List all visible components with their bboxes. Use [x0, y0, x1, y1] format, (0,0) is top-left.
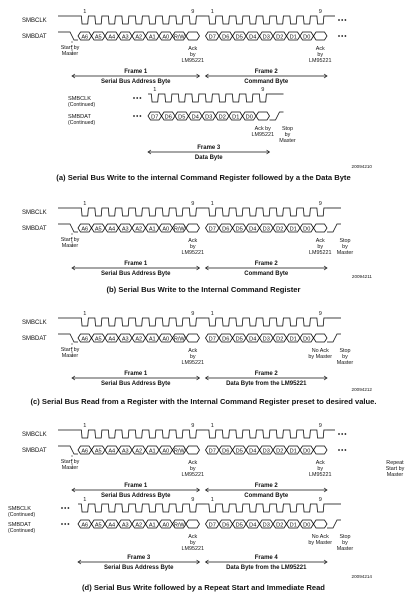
data-bit-label: R/W: [173, 336, 185, 343]
smbclk-label: SMBCLK: [22, 432, 47, 438]
frame-label-3: Frame 3: [127, 555, 151, 561]
data-bit-label: D2: [276, 522, 284, 529]
smbdat-frame1: [186, 224, 200, 232]
caption-d: (d) Serial Bus Write followed by a Repeat Start and Immediate Read: [82, 583, 325, 592]
smbdat-continued-label: SMBDAT: [8, 522, 31, 528]
smbclk-frame1: [78, 318, 200, 326]
data-bit-label: A1: [148, 336, 156, 343]
frame-label-2: Frame 2: [254, 483, 278, 489]
clock-tick-1: 1: [153, 87, 157, 93]
clock-tick-1: 1: [83, 9, 87, 15]
data-bit-label: D3: [262, 34, 270, 41]
clock-tick-1: 1: [83, 497, 87, 503]
data-bit-label: A2: [135, 226, 143, 233]
stop-by-master-label: Master: [336, 360, 354, 366]
continuation-dots: [133, 115, 135, 117]
stop-by-master-label: Stop: [339, 238, 351, 244]
data-bit-label: A4: [108, 34, 116, 41]
data-bit-label: A5: [94, 226, 102, 233]
frame-label-1: Serial Bus Address Byte: [101, 493, 171, 499]
clock-tick-9: 9: [191, 423, 195, 429]
smbdat-frame3: [186, 520, 200, 528]
clock-tick-9: 9: [191, 201, 195, 207]
ack-label-1: LM95221: [181, 58, 204, 64]
frame-label-1: Serial Bus Address Byte: [101, 271, 171, 277]
stop-by-master-label: Stop: [281, 126, 294, 132]
data-bit-label: D4: [249, 226, 257, 233]
smbclk-label: SMBCLK: [22, 18, 47, 24]
data-bit-label: A4: [108, 336, 116, 343]
data-bit-label: A6: [81, 34, 89, 41]
data-bit-label: D6: [222, 448, 230, 455]
data-bit-label: D3: [262, 226, 270, 233]
data-bit-label: A1: [148, 34, 156, 41]
continued-label: (Continued): [8, 512, 36, 518]
smbdat-frame2: [314, 224, 328, 232]
smbclk-frame2: [206, 208, 328, 216]
figure-id: 20094211: [351, 274, 372, 279]
data-bit-label: D0: [303, 336, 311, 343]
ack-label-1: LM95221: [181, 250, 204, 256]
frame-label-2: Frame 2: [254, 371, 278, 377]
data-bit-label: D4: [249, 336, 257, 343]
continuation-dots: [345, 433, 347, 435]
data-bit-label: R/W: [173, 34, 185, 41]
continuation-dots: [341, 449, 343, 451]
data-bit-label: D2: [276, 448, 284, 455]
ack-label-3: Ack: [188, 534, 198, 540]
frame-label-4: Data Byte from the LM95221: [226, 565, 307, 571]
data-bit-label: D4: [249, 34, 257, 41]
continuation-dots: [338, 433, 340, 435]
continuation-dots: [61, 507, 63, 509]
smbclk-frame2: [206, 430, 328, 438]
clock-tick-1: 1: [83, 311, 87, 317]
ack-label-1: Ack: [188, 348, 198, 354]
frame-label-2: Frame 2: [254, 261, 278, 267]
clock-tick-1: 1: [210, 9, 214, 15]
smbdat-label: SMBDAT: [22, 336, 47, 342]
data-bit-label: D7: [208, 226, 216, 233]
smbdat-stop: [327, 520, 341, 528]
continuation-dots: [341, 35, 343, 37]
data-bit-label: D4: [249, 448, 257, 455]
smbdat-label: SMBDAT: [22, 34, 47, 40]
smbclk-frame1: [78, 16, 200, 24]
data-bit-label: D1: [289, 522, 297, 529]
data-bit-label: A6: [81, 336, 89, 343]
continuation-dots: [345, 19, 347, 21]
data-bit-label: D7: [151, 114, 159, 121]
continuation-dots: [64, 523, 66, 525]
stop-by-master-label: by: [342, 244, 348, 250]
frame-label-3: Serial Bus Address Byte: [104, 565, 174, 571]
ack-label-2: LM95221: [309, 472, 332, 478]
data-bit-label: D7: [208, 34, 216, 41]
data-bit-label: D5: [235, 226, 243, 233]
smbclk-frame1: [78, 208, 200, 216]
data-bit-label: D6: [222, 226, 230, 233]
clock-tick-9: 9: [191, 9, 195, 15]
data-bit-label: A3: [121, 448, 129, 455]
data-bit-label: R/W: [173, 522, 185, 529]
stop-by-master-label: Master: [336, 546, 354, 552]
ack-label-2: Ack: [315, 46, 325, 52]
data-bit-label: A1: [148, 226, 156, 233]
caption-c: (c) Serial Bus Read from a Register with the Internal Command Register preset to desired value.: [30, 397, 377, 406]
continuation-dots: [61, 523, 63, 525]
continuation-dots: [64, 507, 66, 509]
ack-label-2: by: [317, 466, 324, 472]
smbdat-continued-label: SMBDAT: [68, 114, 91, 120]
repeat-start-label: Repeat: [386, 460, 404, 466]
clock-tick-9: 9: [261, 87, 265, 93]
frame-label-3: Data Byte: [194, 155, 223, 161]
ack-label-1: by: [189, 354, 196, 360]
repeat-start-label: Start by: [385, 466, 405, 472]
figure-id: 20094214: [351, 574, 372, 579]
continuation-dots: [338, 19, 340, 21]
smbdat-frame2: [314, 32, 328, 40]
data-bit-label: A3: [121, 336, 129, 343]
smbdat-start: [58, 224, 78, 232]
data-bit-label: A0: [162, 522, 170, 529]
ack-label-1: Ack: [188, 46, 198, 52]
frame-label-2: Frame 2: [254, 69, 278, 75]
ack-label-2: LM95221: [309, 250, 332, 256]
data-bit-label: A0: [162, 226, 170, 233]
data-bit-label: A5: [94, 448, 102, 455]
data-bit-label: D2: [276, 336, 284, 343]
frame-label-1: Frame 1: [124, 69, 148, 75]
data-bit-label: D5: [235, 522, 243, 529]
smbdat-frame1: [186, 32, 200, 40]
frame-label-3: Frame 3: [197, 145, 221, 151]
ack-label-2: by: [317, 52, 324, 58]
smbdat-start: [58, 446, 78, 454]
frame-label-1: Frame 1: [124, 371, 148, 377]
data-bit-label: R/W: [173, 226, 185, 233]
data-bit-label: D1: [289, 226, 297, 233]
continuation-dots: [341, 19, 343, 21]
continuation-dots: [345, 35, 347, 37]
clock-tick-1: 1: [210, 423, 214, 429]
data-bit-label: A5: [94, 34, 102, 41]
clock-tick-1: 1: [210, 311, 214, 317]
frame-label-1: Serial Bus Address Byte: [101, 79, 171, 85]
data-bit-label: A6: [81, 522, 89, 529]
data-bit-label: D0: [303, 448, 311, 455]
frame-label-1: Frame 1: [124, 483, 148, 489]
ack-label-2: No Ack: [311, 348, 329, 354]
data-bit-label: A3: [121, 34, 129, 41]
start-by-master-label: Master: [61, 51, 79, 57]
start-by-master-label: Start by: [60, 347, 80, 353]
smbdat-stop: [270, 112, 284, 120]
ack-label-1: by: [189, 52, 196, 58]
data-bit-label: D0: [245, 114, 253, 121]
clock-tick-9: 9: [318, 201, 322, 207]
smbdat-stop: [327, 224, 341, 232]
frame-label-2: Command Byte: [244, 271, 289, 277]
data-bit-label: A2: [135, 34, 143, 41]
continuation-dots: [338, 449, 340, 451]
data-bit-label: A3: [121, 522, 129, 529]
ack-label-1: Ack: [188, 238, 198, 244]
smbdat-start: [58, 334, 78, 342]
ack-label-3: LM95221: [251, 132, 274, 138]
continuation-dots: [68, 507, 70, 509]
data-bit-label: D3: [262, 336, 270, 343]
clock-tick-1: 1: [83, 201, 87, 207]
ack-label-3: LM95221: [181, 546, 204, 552]
data-bit-label: D7: [208, 336, 216, 343]
continuation-dots: [341, 433, 343, 435]
figure-id: 20094210: [351, 164, 372, 169]
data-bit-label: A6: [81, 226, 89, 233]
data-bit-label: D6: [222, 336, 230, 343]
data-bit-label: D0: [303, 34, 311, 41]
continuation-dots: [133, 97, 135, 99]
smbdat-frame2: [314, 446, 328, 454]
data-bit-label: A6: [81, 448, 89, 455]
clock-tick-9: 9: [191, 311, 195, 317]
data-bit-label: A2: [135, 448, 143, 455]
ack-label-4: No Ack: [311, 534, 329, 540]
start-by-master-label: Start by: [60, 459, 80, 465]
data-bit-label: D6: [164, 114, 172, 121]
stop-by-master-label: Stop: [339, 348, 351, 354]
continuation-dots: [345, 449, 347, 451]
data-bit-label: D0: [303, 522, 311, 529]
data-bit-label: A5: [94, 522, 102, 529]
frame-label-2: Data Byte from the LM95221: [226, 381, 307, 387]
stop-by-master-label: Master: [336, 250, 354, 256]
frame-label-2: Command Byte: [244, 79, 289, 85]
data-bit-label: A2: [135, 522, 143, 529]
stop-by-master-label: by: [342, 354, 348, 360]
clock-tick-9: 9: [191, 497, 195, 503]
start-by-master-label: Start by: [60, 45, 80, 51]
data-bit-label: A4: [108, 448, 116, 455]
stop-by-master-label: Stop: [339, 534, 351, 540]
start-by-master-label: Start by: [60, 237, 80, 243]
continuation-dots: [140, 115, 142, 117]
clock-tick-9: 9: [318, 9, 322, 15]
data-bit-label: A4: [108, 226, 116, 233]
start-by-master-label: Master: [61, 353, 79, 359]
stop-by-master-label: by: [284, 132, 291, 138]
data-bit-label: A2: [135, 336, 143, 343]
data-bit-label: D0: [303, 226, 311, 233]
frame-label-4: Frame 4: [254, 555, 278, 561]
smbdat-stop: [327, 334, 341, 342]
data-bit-label: D5: [235, 448, 243, 455]
data-bit-label: D2: [276, 226, 284, 233]
repeat-start-label: Master: [386, 472, 404, 478]
ack-label-4: by Master: [308, 540, 333, 546]
continuation-dots: [136, 97, 138, 99]
clock-tick-9: 9: [318, 497, 322, 503]
ack-label-1: Ack: [188, 460, 198, 466]
ack-label-1: by: [189, 244, 196, 250]
ack-label-3: Ack by: [254, 126, 271, 132]
smbclk-label: SMBCLK: [22, 320, 47, 326]
frame-label-1: Serial Bus Address Byte: [101, 381, 171, 387]
smbdat-start: [58, 32, 78, 40]
clock-tick-9: 9: [318, 311, 322, 317]
start-by-master-label: Master: [61, 243, 79, 249]
data-bit-label: A0: [162, 34, 170, 41]
smbdat-label: SMBDAT: [22, 226, 47, 232]
stop-by-master-label: Master: [279, 138, 296, 144]
smbclk-frame3: [148, 94, 270, 102]
data-bit-label: D2: [276, 34, 284, 41]
smbclk-label: SMBCLK: [22, 210, 47, 216]
ack-label-2: by Master: [308, 354, 333, 360]
data-bit-label: R/W: [173, 448, 185, 455]
caption-b: (b) Serial Bus Write to the Internal Command Register: [106, 285, 301, 294]
data-bit-label: D6: [222, 34, 230, 41]
figure-id: 20094212: [351, 387, 372, 392]
data-bit-label: D3: [205, 114, 213, 121]
ack-label-2: Ack: [315, 460, 325, 466]
data-bit-label: A0: [162, 448, 170, 455]
data-bit-label: D5: [178, 114, 186, 121]
continued-label: (Continued): [68, 120, 96, 126]
data-bit-label: D1: [289, 336, 297, 343]
stop-by-master-label: by: [342, 540, 348, 546]
smbdat-frame1: [186, 334, 200, 342]
continuation-dots: [68, 523, 70, 525]
continuation-dots: [140, 97, 142, 99]
frame-label-2: Command Byte: [244, 493, 289, 499]
smbclk-continued-label: SMBCLK: [68, 96, 92, 102]
continuation-dots: [136, 115, 138, 117]
data-bit-label: D3: [262, 448, 270, 455]
data-bit-label: D2: [218, 114, 226, 121]
start-by-master-label: Master: [61, 465, 79, 471]
data-bit-label: D1: [289, 34, 297, 41]
smbclk-frame1: [78, 430, 200, 438]
smbdat-frame1: [186, 446, 200, 454]
data-bit-label: D4: [249, 522, 257, 529]
data-bit-label: D1: [289, 448, 297, 455]
smbclk-frame2: [206, 318, 328, 326]
data-bit-label: A1: [148, 522, 156, 529]
caption-a: (a) Serial Bus Write to the internal Command Register followed by a the Data Byte: [56, 173, 351, 182]
data-bit-label: D6: [222, 522, 230, 529]
clock-tick-1: 1: [210, 497, 214, 503]
ack-label-1: LM95221: [181, 472, 204, 478]
data-bit-label: A0: [162, 336, 170, 343]
data-bit-label: D5: [235, 336, 243, 343]
data-bit-label: D1: [232, 114, 240, 121]
smbclk-frame3: [78, 504, 200, 512]
ack-label-2: by: [317, 244, 324, 250]
data-bit-label: D3: [262, 522, 270, 529]
data-bit-label: D7: [208, 522, 216, 529]
data-bit-label: A4: [108, 522, 116, 529]
ack-label-3: by: [189, 540, 196, 546]
frame-label-1: Frame 1: [124, 261, 148, 267]
data-bit-label: A1: [148, 448, 156, 455]
smbdat-frame2: [314, 334, 328, 342]
data-bit-label: D4: [191, 114, 199, 121]
smbclk-frame2: [206, 16, 328, 24]
clock-tick-9: 9: [318, 423, 322, 429]
smbdat-label: SMBDAT: [22, 448, 47, 454]
continuation-dots: [338, 35, 340, 37]
data-bit-label: D5: [235, 34, 243, 41]
ack-label-1: LM95221: [181, 360, 204, 366]
smbclk-continued-label: SMBCLK: [8, 506, 32, 512]
data-bit-label: A3: [121, 226, 129, 233]
ack-label-1: by: [189, 466, 196, 472]
data-bit-label: A5: [94, 336, 102, 343]
clock-tick-1: 1: [210, 201, 214, 207]
smbdat-frame3: [256, 112, 270, 120]
smbclk-frame4: [206, 504, 328, 512]
ack-label-2: Ack: [315, 238, 325, 244]
ack-label-2: LM95221: [309, 58, 332, 64]
continued-label: (Continued): [68, 102, 96, 108]
continued-label: (Continued): [8, 528, 36, 534]
data-bit-label: D7: [208, 448, 216, 455]
smbdat-frame4: [314, 520, 328, 528]
clock-tick-1: 1: [83, 423, 87, 429]
